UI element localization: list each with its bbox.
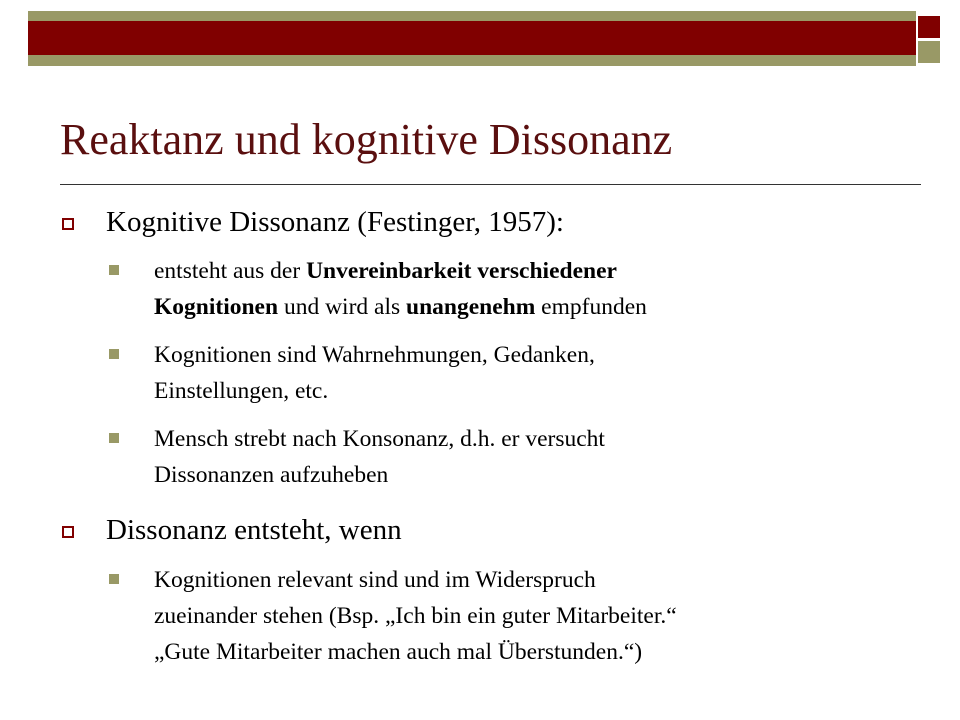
sub-bullet-line	[154, 253, 874, 289]
bold-text-run: Unvereinbarkeit verschiedener	[306, 258, 617, 284]
bullet-kognitive-dissonanz	[106, 205, 564, 239]
sub-bullet-konsonanz	[154, 421, 874, 493]
title-divider	[60, 184, 921, 185]
sub-bullet-widerspruch	[154, 562, 874, 670]
bullet-text: Dissonanz entsteht, wenn	[106, 514, 402, 546]
bold-text-run: unangenehm	[406, 294, 536, 320]
sub-bullet-line: Dissonanzen aufzuheben	[154, 462, 389, 488]
filled-square-bullet-icon	[109, 265, 119, 275]
sub-bullet-line: Mensch strebt nach Konsonanz, d.h. er versucht	[154, 426, 605, 452]
bullet-dissonanz-entsteht	[106, 513, 402, 547]
sub-bullet-line: „Gute Mitarbeiter machen auch mal Überstunden.“)	[154, 639, 643, 665]
header-band-olive-bottom	[28, 55, 916, 66]
header-band-red	[28, 21, 916, 55]
bold-text-run: Kognitionen	[154, 294, 279, 320]
corner-square-olive	[918, 41, 940, 63]
text-run: und wird als	[278, 294, 406, 320]
sub-bullet-line: Kognitionen sind Wahrnehmungen, Gedanken,	[154, 342, 595, 368]
sub-bullet-line: Kognitionen relevant sind und im Widerspruch	[154, 567, 596, 593]
filled-square-bullet-icon	[109, 433, 119, 443]
sub-bullet-line: Einstellungen, etc.	[154, 378, 329, 404]
sub-bullet-line: zueinander stehen (Bsp. „Ich bin ein guter Mitarbeiter.“	[154, 603, 677, 629]
filled-square-bullet-icon	[109, 574, 119, 584]
header-band-olive-top	[28, 11, 916, 21]
text-run: empfunden	[535, 294, 647, 320]
sub-bullet-unvereinbarkeit	[154, 253, 874, 325]
hollow-square-bullet-icon	[62, 526, 74, 538]
filled-square-bullet-icon	[109, 349, 119, 359]
bullet-text: Kognitive Dissonanz (Festinger, 1957):	[106, 206, 564, 238]
text-run: entsteht aus der	[154, 258, 307, 284]
hollow-square-bullet-icon	[62, 218, 74, 230]
sub-bullet-kognitionen	[154, 337, 874, 409]
corner-square-red	[918, 16, 940, 38]
slide-title: Reaktanz und kognitive Dissonanz	[60, 115, 673, 164]
sub-bullet-line	[154, 289, 874, 325]
